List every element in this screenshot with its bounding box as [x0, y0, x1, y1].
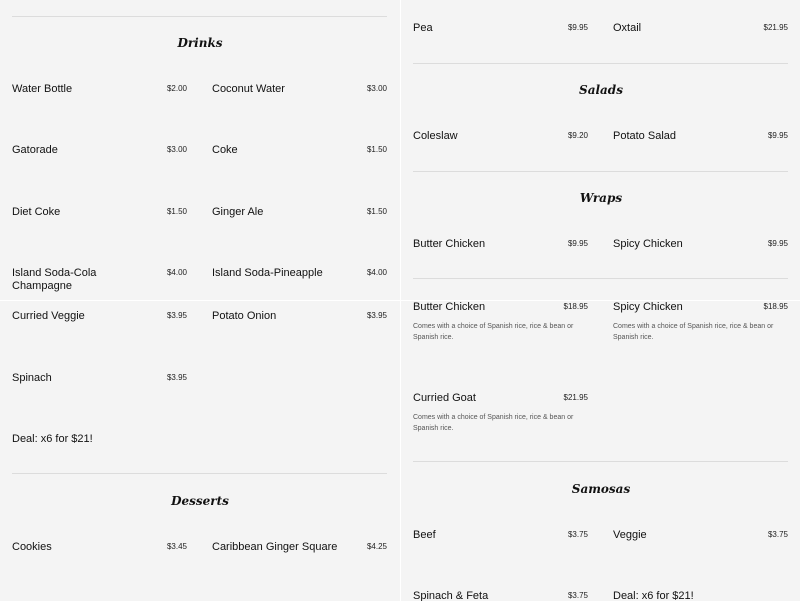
menu-item-price: $3.75 [767, 530, 788, 539]
section-title-samosas: Samosas [571, 482, 631, 496]
menu-item-name[interactable]: Gatorade [12, 144, 58, 156]
menu-item-price: $3.75 [567, 591, 588, 600]
menu-item-name[interactable]: Cookies [12, 541, 52, 553]
menu-item-price: $3.45 [166, 542, 187, 551]
menu-item-name[interactable]: Butter Chicken [413, 238, 486, 250]
menu-item-name[interactable]: Veggie [613, 529, 647, 541]
menu-item-name[interactable]: Coconut Water [212, 83, 285, 95]
menu-item-name[interactable]: Coleslaw [413, 130, 458, 142]
menu-item-name[interactable]: Pea [413, 22, 433, 34]
menu-item-price: $3.00 [166, 145, 187, 154]
menu-item-price: $21.95 [763, 23, 788, 32]
menu-item-price: $1.50 [166, 207, 187, 216]
divider [12, 473, 387, 474]
menu-item-price: $9.95 [767, 239, 788, 248]
menu-item-price: $3.00 [366, 84, 387, 93]
menu-item-description: Comes with a choice of Spanish rice, rice & bean or Spanish rice. [413, 323, 574, 341]
menu-item-name[interactable]: Coke [212, 144, 238, 156]
section-title-wraps: Wraps [579, 191, 623, 205]
menu-item-description: Comes with a choice of Spanish rice, rice & bean or Spanish rice. [413, 414, 574, 432]
menu-panel-salads-wraps [401, 0, 800, 300]
menu-item-name[interactable]: Potato Onion [212, 310, 277, 322]
menu-item-price: $4.25 [366, 542, 387, 551]
divider [413, 461, 788, 462]
deal-text: Deal: x6 for $21! [613, 590, 694, 601]
section-title-desserts: Desserts [171, 494, 229, 508]
menu-item-name[interactable]: Caribbean Ginger Square [212, 541, 338, 553]
menu-panel-drinks [0, 0, 400, 300]
menu-item-name[interactable]: Spicy Chicken [613, 301, 683, 313]
menu-item-name[interactable]: Curried Veggie [12, 310, 85, 322]
menu-item-price: $3.95 [366, 311, 387, 320]
menu-item-name[interactable]: Beef [413, 529, 436, 541]
menu-item-name[interactable]: Diet Coke [12, 206, 61, 218]
menu-item-price: $9.20 [567, 131, 588, 140]
menu-item-name[interactable]: Potato Salad [613, 130, 676, 142]
menu-item-price: $18.95 [763, 302, 788, 311]
divider [413, 278, 788, 279]
menu-item-price: $2.00 [166, 84, 187, 93]
menu-panel-desserts [0, 301, 400, 601]
menu-item-price: $4.00 [366, 268, 387, 277]
section-title-salads: Salads [579, 83, 623, 97]
menu-item-price: $9.95 [767, 131, 788, 140]
menu-item-name[interactable]: Ginger Ale [212, 206, 264, 218]
divider [413, 171, 788, 172]
menu-item-price: $18.95 [563, 302, 588, 311]
menu-item-name[interactable]: Spinach [12, 372, 52, 384]
menu-item-name[interactable]: Island Soda-Cola Champagne [12, 267, 97, 292]
menu-item-price: $1.50 [366, 207, 387, 216]
menu-item-name[interactable]: Spicy Chicken [613, 238, 683, 250]
menu-item-name[interactable]: Water Bottle [12, 83, 73, 95]
menu-item-name[interactable]: Butter Chicken [413, 301, 486, 313]
menu-item-price: $9.95 [567, 239, 588, 248]
menu-item-name[interactable]: Oxtail [613, 22, 642, 34]
divider [12, 16, 387, 17]
menu-item-price: $4.00 [166, 268, 187, 277]
deal-text: Deal: x6 for $21! [12, 433, 93, 445]
menu-panel-samosas [401, 301, 800, 601]
menu-item-price: $9.95 [567, 23, 588, 32]
menu-item-name[interactable]: Spinach & Feta [413, 590, 489, 601]
menu-item-name[interactable]: Curried Goat [413, 392, 476, 404]
menu-item-price: $21.95 [563, 393, 588, 402]
menu-item-price: $3.75 [567, 530, 588, 539]
menu-item-name[interactable]: Island Soda-Pineapple [212, 267, 323, 279]
section-title-drinks: Drinks [177, 36, 223, 50]
divider [413, 63, 788, 64]
menu-item-price: $1.50 [366, 145, 387, 154]
menu-item-price: $3.95 [166, 373, 187, 382]
menu-item-description: Comes with a choice of Spanish rice, rice & bean or Spanish rice. [613, 323, 774, 341]
menu-item-price: $3.95 [166, 311, 187, 320]
